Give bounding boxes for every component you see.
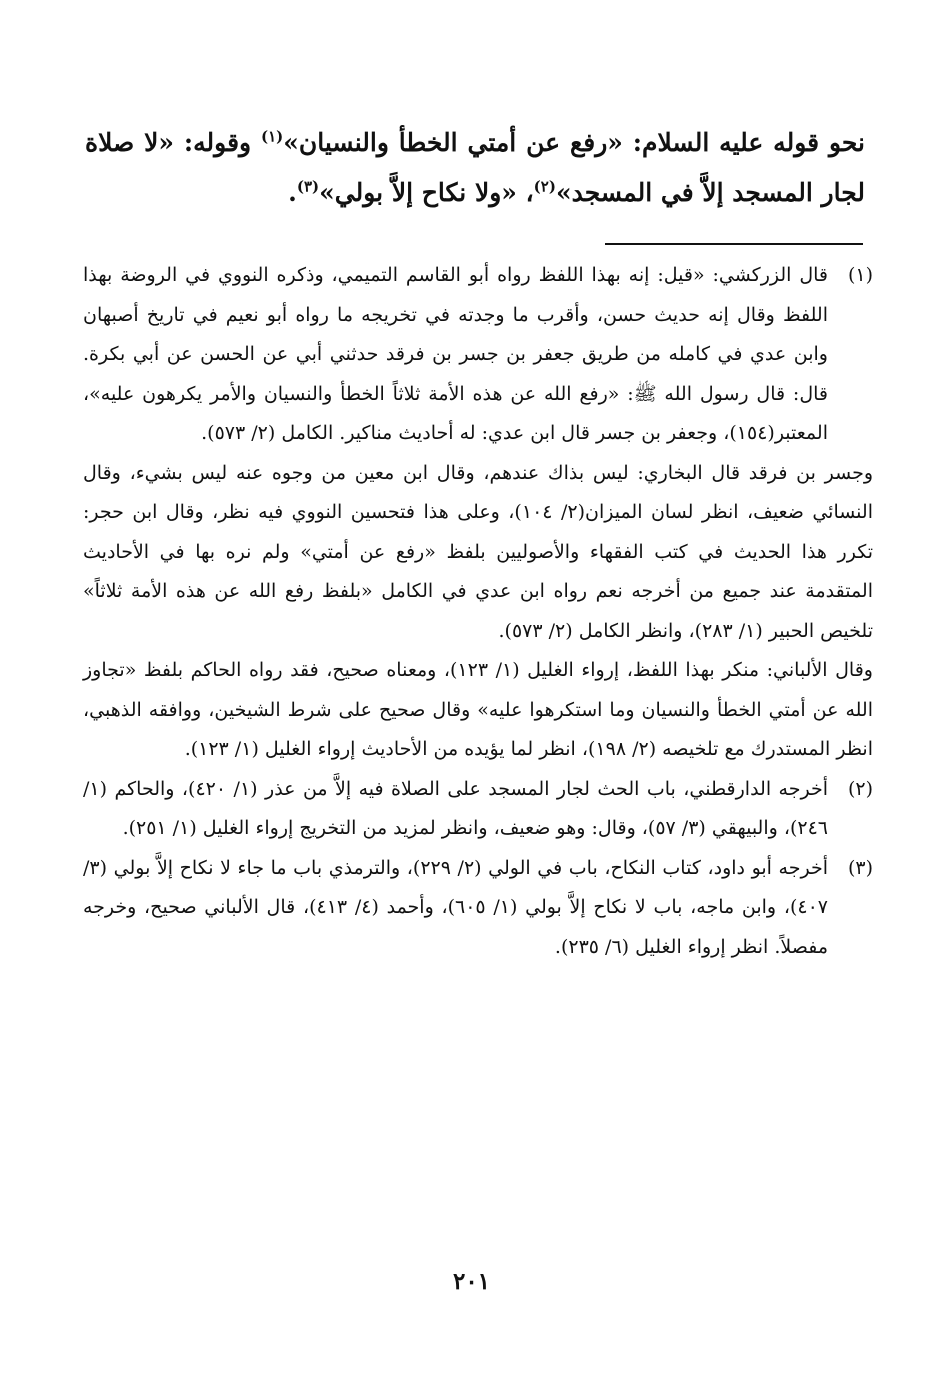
footnote-number: (٣) [847,856,873,879]
footnote-paragraph: أخرجه الدارقطني، باب الحث لجار المسجد على الصلاة فيه إلاَّ من عذر (١/ ٤٢٠)، والحاكم (١/ ٢٤٦)، والبيهقي (٣/ ٥٧)، وقال: وهو ضعيف، وانظر لمزيد من التخريج إرواء الغليل (١/ ٢٥١). [83,777,828,839]
main-text-segment-4: . [288,178,297,207]
footnote-number: (٢) [847,777,873,800]
footnote-paragraph: وقال الألباني: منكر بهذا اللفظ، إرواء الغليل (١/ ١٢٣)، ومعناه صحيح، فقد رواه الحاكم بلفظ «تجاوز الله عن أمتي الخطأ والنسيان وما استكرهوا عليه» وقال صحيح على شرط الشيخين، ووافقه الذهبي، انظر المستدرك مع تلخيصه (٢/ ١٩٨)، انظر لما يؤيده من الأحاديث إرواء الغليل (١/ ١٢٣). [83,659,873,760]
main-text [85,118,865,218]
footnote-ref-1[interactable]: (١) [260,127,284,146]
main-text-segment-2: وقوله: «لا صلاة لجار المسجد إلاَّ في المسجد» [85,128,865,207]
footnote-1-continued [83,651,873,770]
footnote-ref-3[interactable]: (٣) [296,177,320,196]
footnote-paragraph: قال الزركشي: «قيل: إنه بهذا اللفظ رواه أبو القاسم التميمي، وذكره النووي في الروضة بهذا اللفظ وقال إنه حديث حسن، وأقرب ما وجدته في تخريجه ما رواه أبو نعيم في تاريخ أصبهان وابن عدي في كامله من طريق جعفر بن جسر بن فرقد حدثني أبي عن الحسن عن أبي بكرة. قال: قال رسول الله ﷺ: «رفع الله عن هذه الأمة ثلاثاً الخطأ والنسيان والأمر يكرهون عليه»، المعتبر(١٥٤)، وجعفر بن جسر قال ابن عدي: له أحاديث مناكير. الكامل (٢/ ٥٧٣). [83,264,829,444]
main-text-segment-1: نحو قوله عليه السلام: «رفع عن أمتي الخطأ والنسيان» [283,128,865,157]
footnotes [83,256,873,967]
footnote-divider [605,243,863,245]
main-paragraph [85,118,865,218]
footnote-number: (١) [847,264,873,286]
page-number: ٢٠١ [452,1268,491,1295]
footnote-paragraph: أخرجه أبو داود، كتاب النكاح، باب في الولي (٢/ ٢٢٩)، والترمذي باب ما جاء لا نكاح إلاَّ بولي (٣/ ٤٠٧)، وابن ماجه، باب لا نكاح إلاَّ بولي (١/ ٦٠٥)، وأحمد (٤/ ٤١٣)، قال الألباني صحيح، وخرجه مفصلاً. انظر إرواء الغليل (٦/ ٢٣٥). [83,856,828,958]
footnote-1-continued [83,454,873,652]
footnote-1 [83,256,873,454]
footnote-3 [83,849,873,968]
footnote-2 [83,770,873,849]
footnote-ref-2[interactable]: (٢) [533,177,556,196]
footnote-paragraph: وجسر بن فرقد قال البخاري: ليس بذاك عندهم، وقال ابن معين من وجوه عنه ليس بشيء، وقال النسائي ضعيف، انظر لسان الميزان(٢/ ١٠٤)، وعلى هذا فتحسين النووي فيه نظر، وقال ابن حجر: تكرر هذا الحديث في كتب الفقهاء والأصوليين بلفظ «رفع عن أمتي» ولم نره بها في الأحاديث المتقدمة عند جميع من أخرجه نعم رواه ابن عدي في الكامل «بلفظ رفع الله عن هذه الأمة ثلاثاً» تلخيص الحبير (١/ ٢٨٣)، وانظر الكامل (٢/ ٥٧٣). [83,461,873,642]
main-text-segment-3: ، «ولا نكاح إلاَّ بولي» [319,178,534,207]
